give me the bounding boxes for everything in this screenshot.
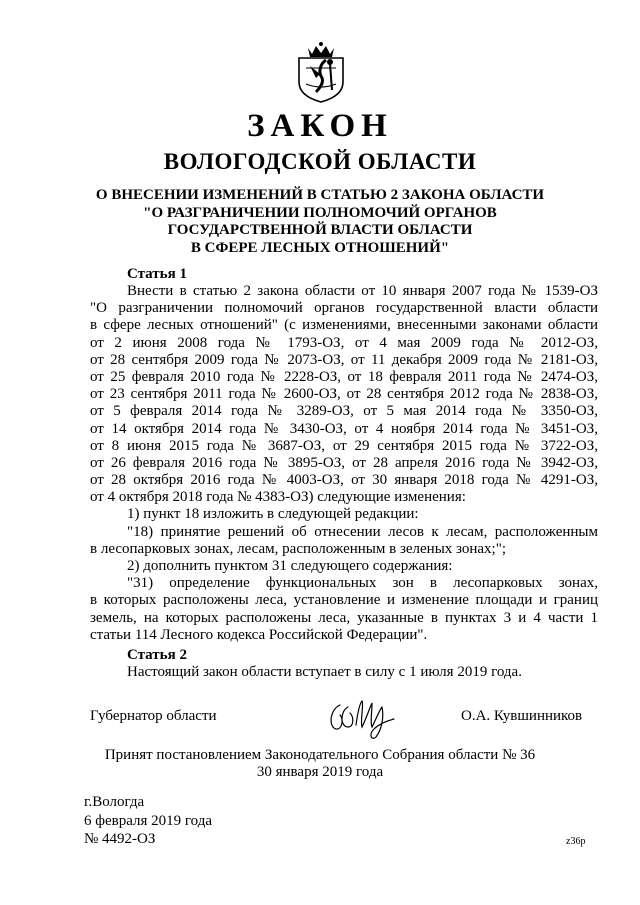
article1-body [90, 283, 598, 644]
text-line: от 5 февраля 2014 года № 3289-ОЗ, от 5 мая 2014 года № 3350-ОЗ, [90, 403, 598, 420]
document-title: ЗАКОН [247, 108, 393, 144]
adoption-line-2: 30 января 2019 года [256, 764, 384, 780]
text-line: "31) определение функциональных зон в лесопарковых зонах, [127, 575, 598, 592]
handwritten-signature [326, 697, 400, 742]
footer-city: г.Вологда [84, 794, 145, 810]
text-line: Внести в статью 2 закона области от 10 января 2007 года № 1539-ОЗ [127, 283, 598, 299]
subtitle-line: О ВНЕСЕНИИ ИЗМЕНЕНИЙ В СТАТЬЮ 2 ЗАКОНА ОБЛАСТИ [95, 187, 545, 203]
text-line: от 14 октября 2014 года № 3430-ОЗ, от 4 ноября 2014 года № 3451-ОЗ, [90, 420, 598, 437]
adoption-line-1: Принят постановлением Законодательного Собрания области № 36 [104, 747, 536, 763]
coat-of-arms-vologda-icon [296, 38, 346, 104]
text-line: от 4 октября 2018 года № 4383-ОЗ) следующие изменения: [90, 489, 466, 506]
footer-number: № 4492-ОЗ [84, 831, 156, 847]
signatory-name: О.А. Кувшинников [461, 708, 583, 724]
text-line: в лесопарковых зонах, лесам, расположенным в зеленых зонах;"; [90, 540, 507, 557]
text-line: от 8 июня 2015 года № 3687-ОЗ, от 29 сентября 2015 года № 3722-ОЗ, [90, 437, 598, 454]
text-line: 2) дополнить пунктом 31 следующего содержания: [127, 558, 453, 574]
text-line: от 28 октября 2016 года № 4003-ОЗ, от 30 января 2018 года № 4291-ОЗ, [90, 472, 598, 489]
subtitle-line: ГОСУДАРСТВЕННОЙ ВЛАСТИ ОБЛАСТИ [167, 222, 473, 238]
text-line: земель, на которых расположены леса, указанные в пунктах 3 и 4 части 1 [90, 609, 598, 626]
document-code: z36p [566, 836, 586, 847]
subtitle-line: "О РАЗГРАНИЧЕНИИ ПОЛНОМОЧИЙ ОРГАНОВ [143, 204, 497, 221]
document-subtitle [0, 187, 640, 257]
signatory-position: Губернатор области [90, 708, 217, 724]
text-line: от 28 сентября 2009 года № 2073-ОЗ, от 11 декабря 2009 года № 2181-ОЗ, [90, 351, 598, 368]
text-line: от 25 февраля 2010 года № 2228-ОЗ, от 18 февраля 2011 года № 2474-ОЗ, [90, 368, 598, 385]
text-line: в сфере лесных отношений" (с изменениями, внесенными законами области [90, 317, 598, 334]
text-line: от 23 сентября 2011 года № 2600-ОЗ, от 28 сентября 2012 года № 2838-ОЗ, [90, 386, 598, 403]
text-line: в которых расположены леса, установление и изменение площади и границ [90, 592, 598, 609]
text-line: статьи 114 Лесного кодекса Российской Федерации". [90, 626, 428, 643]
text-line: "О разграничении полномочий органов государственной власти области [90, 300, 598, 317]
text-line: от 2 июня 2008 года № 1793-ОЗ, от 4 мая 2009 года № 2012-ОЗ, [90, 334, 598, 351]
text-line: 1) пункт 18 изложить в следующей редакции: [127, 506, 419, 523]
document-region: ВОЛОГОДСКОЙ ОБЛАСТИ [163, 149, 477, 174]
text-line: от 26 февраля 2016 года № 3895-ОЗ, от 28 апреля 2016 года № 3942-ОЗ, [90, 454, 598, 471]
article2-body: Настоящий закон области вступает в силу с 1 июля 2019 года. [127, 664, 522, 680]
footer-block [84, 793, 212, 849]
subtitle-line: В СФЕРЕ ЛЕСНЫХ ОТНОШЕНИЙ" [190, 239, 450, 256]
article1-heading: Статья 1 [127, 266, 187, 282]
footer-date: 6 февраля 2019 года [84, 812, 213, 829]
article2-heading: Статья 2 [127, 647, 187, 663]
text-line: "18) принятие решений об отнесении лесов к лесам, расположенным [127, 523, 598, 540]
